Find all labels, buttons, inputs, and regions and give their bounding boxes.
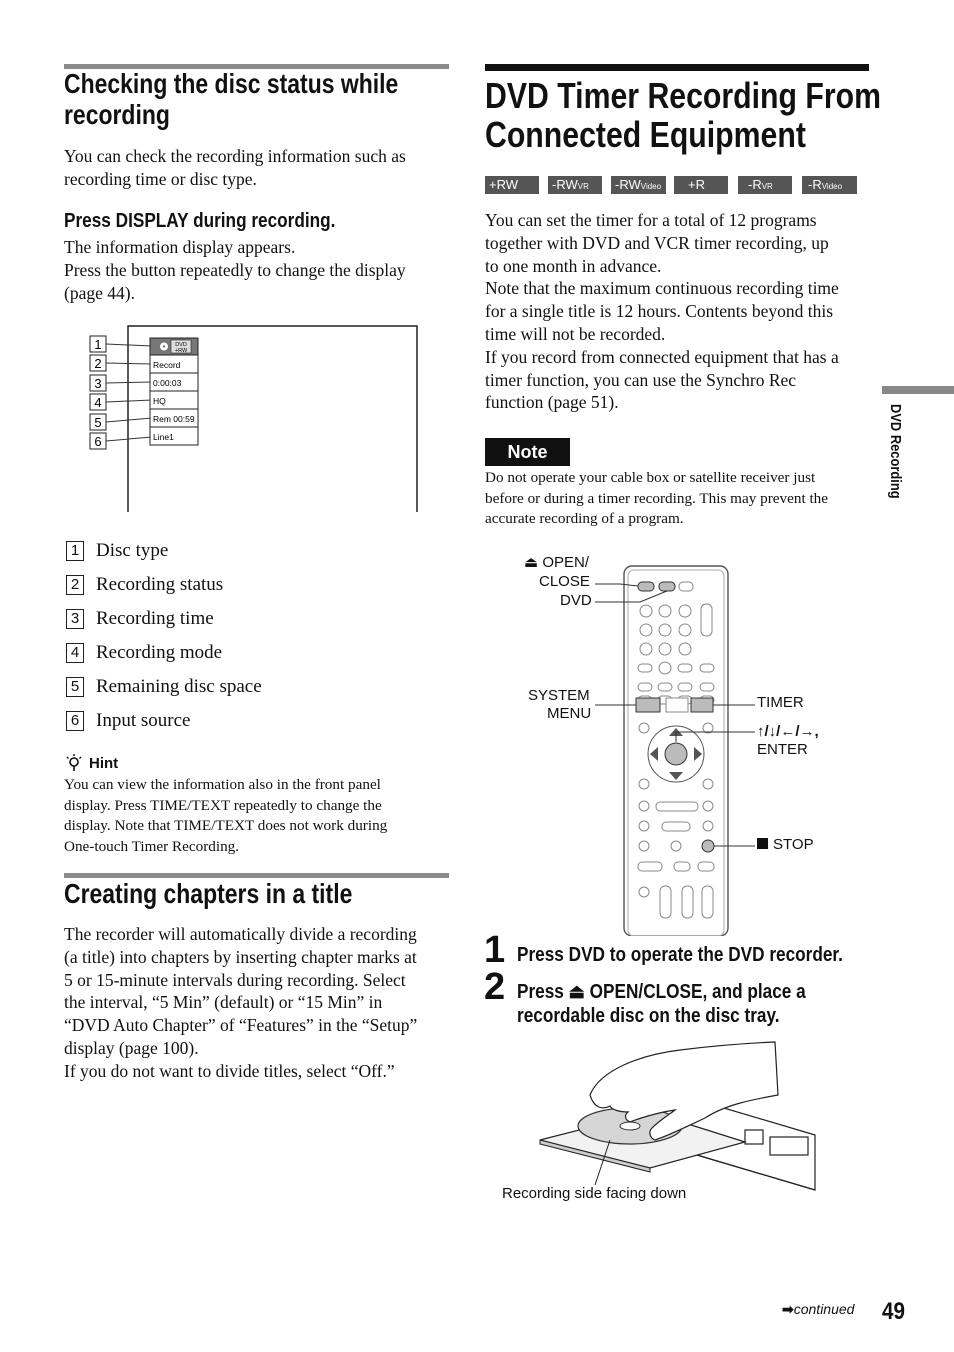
osd-panel <box>150 338 198 445</box>
disc-caption: Recording side facing down <box>502 1185 687 1202</box>
legend-number: 3 <box>66 609 84 629</box>
step-number: 1 <box>484 929 506 971</box>
system-menu-timer-row <box>636 698 713 712</box>
callout-number: 1 <box>94 337 102 352</box>
legend-label: Recording time <box>96 608 214 629</box>
stop-square-icon <box>757 838 768 849</box>
dvd-label: DVD <box>560 592 592 609</box>
page-title: DVD Timer Recording From Connected Equipment <box>485 75 881 155</box>
eject-icon: ⏏ <box>524 554 543 571</box>
hint-text: You can view the information also in the front panel display. Press TIME/TEXT repeatedly to change the display. Note that TIME/TEXT does not work during One-touch Timer Recording. <box>64 776 388 855</box>
osd-row-mode: HQ <box>153 396 166 406</box>
system-menu-label: SYSTEM <box>528 687 590 704</box>
disc-badge-minus-rw-vr: -RWVR <box>548 176 602 194</box>
step-2-text: Press ⏏ OPEN/CLOSE, and place a recordable disc on the disc tray. <box>517 981 806 1027</box>
chapters-paragraph: The recorder will automatically divide a recording (a title) into chapters by inserting chapter marks at 5 or 15-minute intervals during recording. Select the interval, “5 Min” (default) or “15 Min” in “DVD Auto Chapter” of “Features” in the “Setup” display (page 100). If you do not want to divide titles, select “Off.” <box>64 924 418 1081</box>
leader-lines <box>106 344 152 441</box>
timer-label: TIMER <box>757 694 804 711</box>
subheading-press-display: Press DISPLAY during recording. <box>64 210 336 232</box>
legend-item <box>66 641 222 665</box>
legend-number: 4 <box>66 643 84 663</box>
osd-row-status: Record <box>153 360 181 370</box>
arrow-right-icon: ➡ <box>782 1301 794 1317</box>
lightbulb-icon <box>64 753 84 773</box>
intro-paragraph: You can check the recording information such as recording time or disc type. <box>64 146 406 189</box>
disc-badge-plus-r: +R <box>674 176 728 194</box>
callout-boxes <box>90 336 106 449</box>
step-number: 2 <box>484 966 506 1008</box>
osd-disc-badge-bottom: +RW <box>174 348 188 354</box>
stop-label: STOP <box>757 836 814 854</box>
disc-badge-minus-r-vr: -RVR <box>738 176 792 194</box>
legend-item <box>66 539 168 563</box>
note-label: Note <box>485 438 570 466</box>
hint-header <box>64 753 118 773</box>
page-number: 49 <box>882 1298 905 1325</box>
legend-item <box>66 573 223 597</box>
disc-badge-minus-rw-video: -RWVideo <box>611 176 666 194</box>
callout-number: 5 <box>94 415 102 430</box>
legend-number: 5 <box>66 677 84 697</box>
side-tab-label: DVD Recording <box>887 404 904 499</box>
osd-disc-badge-top: DVD <box>175 342 187 348</box>
title-rule <box>485 64 869 71</box>
timer-intro-paragraph: You can set the timer for a total of 12 programs together with DVD and VCR timer recording, up to one month in advance. Note that the maximum continuous recording time for a single title is 12 hours. Contents beyond this time will not be recorded. If you record from connected equipment that has a timer function, you can use the Synchro Rec function (page 51). <box>485 210 839 413</box>
open-close-dvd-buttons <box>638 582 693 591</box>
legend-item <box>66 675 262 699</box>
callout-number: 2 <box>94 356 102 371</box>
system-menu-label-2: MENU <box>547 705 592 722</box>
legend-label: Recording status <box>96 574 224 595</box>
hint-title: Hint <box>89 754 119 772</box>
disc-badge-minus-r-video: -RVideo <box>802 176 857 194</box>
legend-number: 2 <box>66 575 84 595</box>
open-close-label: ⏏ OPEN/ <box>524 554 590 571</box>
callout-numbers <box>94 337 101 449</box>
legend-label: Input source <box>96 710 191 731</box>
note-text: Do not operate your cable box or satellite receiver just before or during a timer recording. This may prevent the accurate recording of a program. <box>485 469 829 527</box>
osd-row-source: Line1 <box>153 432 174 442</box>
legend-number: 1 <box>66 541 84 561</box>
callout-number: 6 <box>94 434 102 449</box>
osd-row-time: 0:00:03 <box>153 378 182 388</box>
disc-tray-illustration <box>530 1040 820 1200</box>
arrows-label: ↑/↓/←/→, <box>757 723 819 740</box>
legend-item <box>66 709 190 733</box>
step-1-text: Press DVD to operate the DVD recorder. <box>517 944 843 966</box>
disc-badge-plus-rw: +RW <box>485 176 539 194</box>
callout-number: 3 <box>94 376 102 391</box>
osd-row-remaining: Rem 00:59 <box>153 414 195 424</box>
display-instructions: The information display appears. Press the button repeatedly to change the display (page 44). <box>64 237 406 303</box>
legend-number: 6 <box>66 711 84 731</box>
stop-button <box>702 840 714 852</box>
remote-control-illustration <box>590 556 760 936</box>
legend-label: Disc type <box>96 540 169 561</box>
osd-illustration <box>84 322 424 514</box>
section-heading-chapters: Creating chapters in a title <box>64 878 353 909</box>
continued-marker: ➡continued <box>782 1301 855 1317</box>
legend-label: Remaining disc space <box>96 676 262 697</box>
legend-item <box>66 607 214 631</box>
section-heading-disc-status: Checking the disc status while recording <box>64 68 399 130</box>
legend-label: Recording mode <box>96 642 223 663</box>
side-tab-bar <box>882 386 954 394</box>
open-close-label-2: CLOSE <box>539 573 590 590</box>
callout-number: 4 <box>94 395 102 410</box>
enter-label: ENTER <box>757 741 808 758</box>
